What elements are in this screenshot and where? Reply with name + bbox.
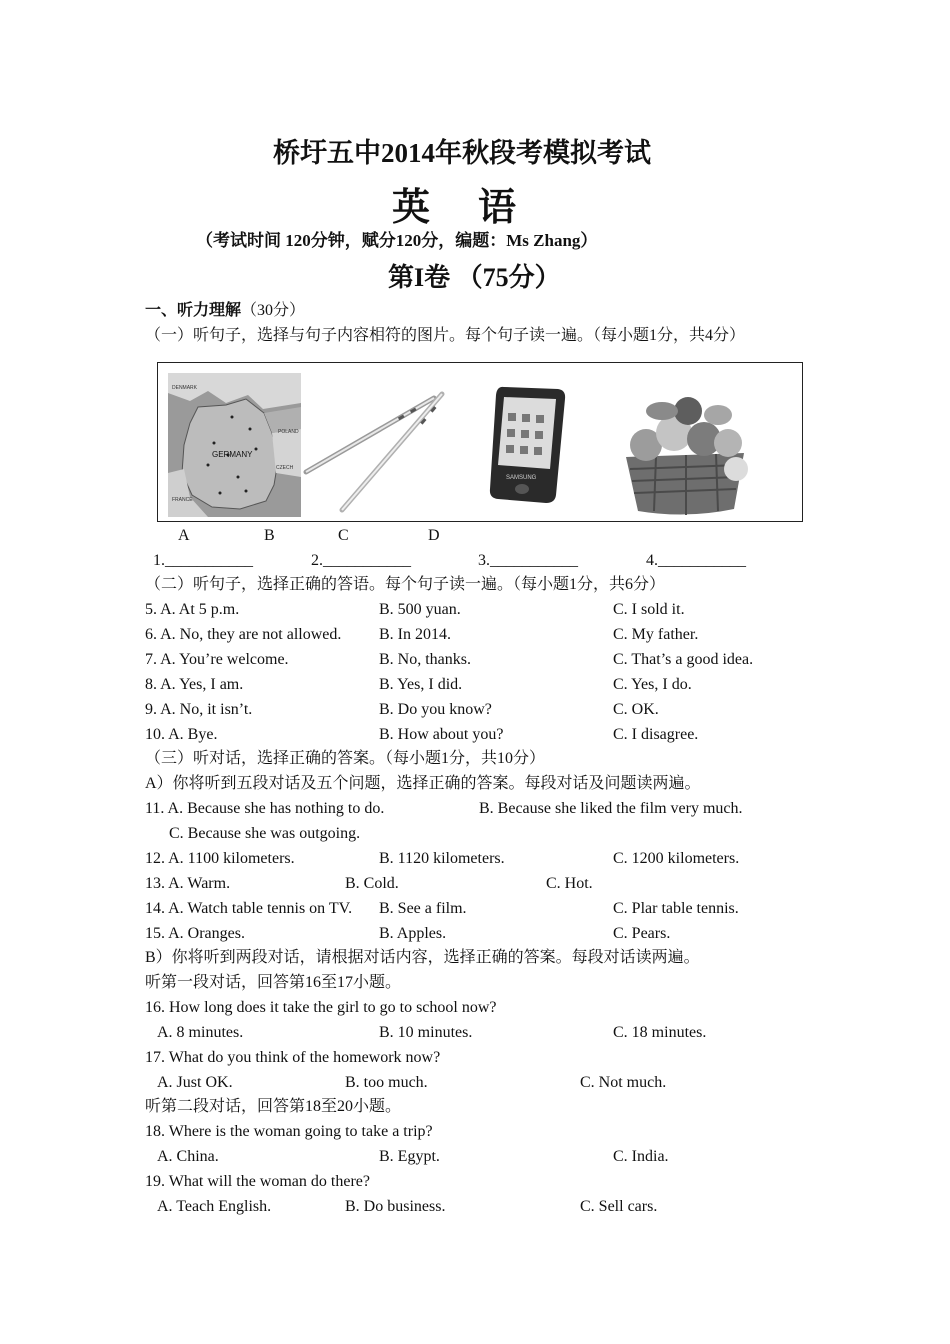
q9-option-c: C. OK. (613, 701, 659, 718)
part-a-instruction: A）你将听到五段对话及五个问题，选择正确的答案。每段对话及问题读两遍。 (145, 775, 701, 792)
q19-question: 19. What will the woman do there? (145, 1173, 370, 1190)
q14-option-c: C. Plar table tennis. (613, 900, 739, 917)
q17-question: 17. What do you think of the homework now? (145, 1049, 441, 1066)
q5-option-b: B. 500 yuan. (379, 601, 461, 618)
exam-note: （考试时间 120分钟，赋分120分，编题：Ms Zhang） (196, 231, 598, 250)
q12-option-a: 12. A. 1100 kilometers. (145, 850, 295, 867)
subsection-1-instruction: （一）听句子，选择与句子内容相符的图片。每个句子读一遍。（每小题1分，共4分） (145, 327, 746, 344)
section-heading-main: 一、听力理解 (145, 302, 242, 319)
answer-blank-3[interactable]: 3.___________ (478, 552, 578, 569)
map-label-czech: CZECH (276, 465, 294, 471)
subject-char-1: 英 (392, 187, 433, 229)
q8-option-a: 8. A. Yes, I am. (145, 676, 244, 693)
picture-label-c: C (338, 527, 349, 544)
chopsticks-icon (302, 390, 447, 515)
picture-label-b: B (264, 527, 275, 544)
q8-option-b: B. Yes, I did. (379, 676, 463, 693)
q10-option-c: C. I disagree. (613, 726, 699, 743)
answer-blank-4[interactable]: 4.___________ (646, 552, 746, 569)
q13-option-a: 13. A. Warm. (145, 875, 231, 892)
q11-option-b: B. Because she liked the film very much. (479, 800, 743, 817)
subject-char-2: 语 (478, 187, 519, 229)
mobile-phone-icon (486, 383, 568, 507)
answer-blank-1[interactable]: 1.___________ (153, 552, 253, 569)
exam-title: 桥圩五中2014年秋段考模拟考试 (273, 138, 651, 168)
q16-option-a: A. 8 minutes. (157, 1024, 244, 1041)
q16-option-b: B. 10 minutes. (379, 1024, 473, 1041)
part-b-instruction: B）你将听到两段对话，请根据对话内容，选择正确的答案。每段对话读两遍。 (145, 949, 700, 966)
q13-option-c: C. Hot. (546, 875, 593, 892)
q6-option-b: B. In 2014. (379, 626, 451, 643)
part-title: 第I卷 （75分） (388, 263, 561, 292)
q16-question: 16. How long does it take the girl to go to school now? (145, 999, 497, 1016)
q11-option-a: 11. A. Because she has nothing to do. (145, 800, 385, 817)
picture-label-a: A (178, 527, 190, 544)
section-heading-score: （30分） (241, 302, 306, 319)
q12-option-b: B. 1120 kilometers. (379, 850, 505, 867)
q5-option-a: 5. A. At 5 p.m. (145, 601, 240, 618)
map-label-right: POLAND (278, 429, 299, 435)
q17-option-b: B. too much. (345, 1074, 428, 1091)
q9-option-a: 9. A. No, it isn’t. (145, 701, 253, 718)
q15-option-c: C. Pears. (613, 925, 671, 942)
q9-option-b: B. Do you know? (379, 701, 492, 718)
q18-option-b: B. Egypt. (379, 1148, 440, 1165)
q19-option-a: A. Teach English. (157, 1198, 272, 1215)
map-label-france: FRANCE (172, 497, 193, 503)
q15-option-a: 15. A. Oranges. (145, 925, 245, 942)
q8-option-c: C. Yes, I do. (613, 676, 692, 693)
q19-option-c: C. Sell cars. (580, 1198, 658, 1215)
map-label-country: GERMANY (212, 450, 253, 459)
q18-option-c: C. India. (613, 1148, 669, 1165)
dialog-1-instruction: 听第一段对话，回答第16至17小题。 (145, 974, 402, 991)
q14-option-a: 14. A. Watch table tennis on TV. (145, 900, 353, 917)
q10-option-b: B. How about you? (379, 726, 504, 743)
q17-option-a: A. Just OK. (157, 1074, 233, 1091)
q18-question: 18. Where is the woman going to take a trip? (145, 1123, 433, 1140)
vegetable-basket-icon (616, 393, 754, 519)
q7-option-a: 7. A. You’re welcome. (145, 651, 289, 668)
dialog-2-instruction: 听第二段对话，回答第18至20小题。 (145, 1098, 402, 1115)
q10-option-a: 10. A. Bye. (145, 726, 218, 743)
q6-option-c: C. My father. (613, 626, 699, 643)
subsection-3-instruction: （三）听对话，选择正确的答案。（每小题1分，共10分） (145, 750, 546, 767)
q19-option-b: B. Do business. (345, 1198, 446, 1215)
q14-option-b: B. See a film. (379, 900, 467, 917)
q7-option-b: B. No, thanks. (379, 651, 471, 668)
q13-option-b: B. Cold. (345, 875, 399, 892)
germany-map-icon (168, 373, 301, 517)
phone-brand: SAMSUNG (506, 475, 537, 481)
q16-option-c: C. 18 minutes. (613, 1024, 707, 1041)
q7-option-c: C. That’s a good idea. (613, 651, 754, 668)
q11-option-c: C. Because she was outgoing. (169, 825, 361, 842)
answer-blank-2[interactable]: 2.___________ (311, 552, 411, 569)
map-label-left: DENMARK (172, 385, 198, 391)
section-heading (145, 301, 305, 321)
q6-option-a: 6. A. No, they are not allowed. (145, 626, 342, 643)
q15-option-b: B. Apples. (379, 925, 447, 942)
subsection-2-instruction: （二）听句子，选择正确的答语。每个句子读一遍。（每小题1分，共6分） (145, 576, 666, 593)
q12-option-c: C. 1200 kilometers. (613, 850, 740, 867)
picture-label-d: D (428, 527, 440, 544)
q17-option-c: C. Not much. (580, 1074, 667, 1091)
q18-option-a: A. China. (157, 1148, 219, 1165)
q5-option-c: C. I sold it. (613, 601, 685, 618)
